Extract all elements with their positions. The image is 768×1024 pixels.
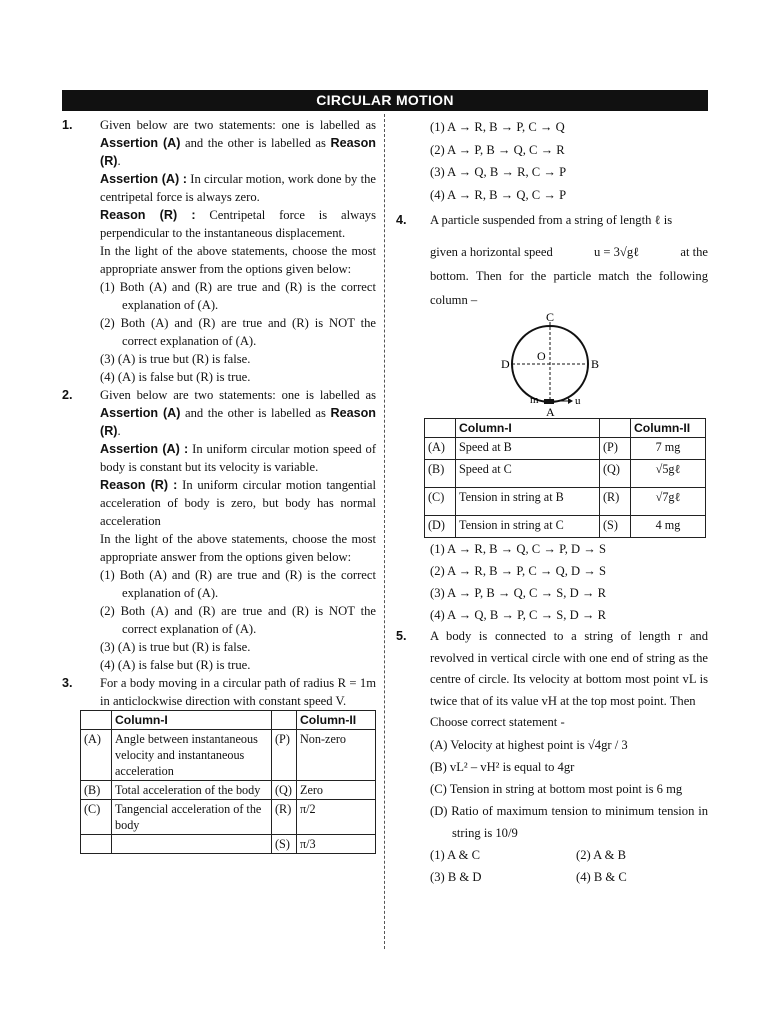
option[interactable]: (1) Both (A) and (R) are true and (R) is the correct explanation of (A). — [100, 280, 376, 312]
q3-text: For a body moving in a circular path of radius R = 1m in anticlockwise direction with constant speed V. — [100, 676, 376, 708]
label-d: D — [501, 357, 510, 371]
option[interactable]: (4) (A) is false but (R) is true. — [100, 370, 251, 384]
question-5 — [396, 626, 708, 734]
statement: (B) vL² – vH² is equal to 4gr — [430, 759, 575, 774]
q3-match-table — [80, 710, 376, 854]
q4-text: given a horizontal speed u = 3√gℓ at the — [430, 240, 708, 264]
q1-options — [62, 278, 376, 386]
option[interactable]: (3) A → P, B → Q, C → S, D → R — [430, 586, 606, 600]
option[interactable]: (2) Both (A) and (R) are true and (R) is NOT the correct explanation of (A). — [100, 604, 376, 636]
mass-block — [544, 399, 554, 404]
left-column — [62, 116, 376, 854]
column-header: Column-I — [112, 711, 272, 730]
option[interactable]: (3) B & D — [430, 869, 482, 884]
table-row: (S) π/3 — [81, 835, 376, 854]
arrow-head — [568, 398, 573, 404]
option[interactable]: (2) A & B — [576, 847, 627, 862]
option[interactable]: (2) A → R, B → P, C → Q, D → S — [430, 564, 606, 578]
q3-answers — [396, 116, 708, 206]
q2-options — [62, 566, 376, 674]
circle-diagram — [396, 312, 708, 416]
label-a: A — [546, 405, 555, 416]
q2-instruction: In the light of the above statements, choose the most appropriate answer from the options given below: — [100, 532, 376, 564]
statement: (C) Tension in string at bottom most point is 6 mg — [430, 781, 683, 796]
table-row: (A) Speed at B (P) 7 mg — [425, 438, 706, 460]
option[interactable]: (4) (A) is false but (R) is true. — [100, 658, 251, 672]
option[interactable]: (4) A → Q, B → P, C → S, D → R — [430, 608, 606, 622]
option[interactable]: (3) (A) is true but (R) is false. — [100, 352, 251, 366]
column-header: Column-II — [297, 711, 376, 730]
option[interactable]: (4) A → R, B → Q, C → P — [430, 187, 567, 202]
table-row: (C) Tangencial acceleration of the body (R) π/2 — [81, 800, 376, 835]
column-divider — [384, 114, 385, 949]
q4-text: A particle suspended from a string of length ℓ is — [430, 213, 673, 227]
q4-match-table — [424, 418, 706, 538]
q5-statements — [396, 734, 708, 844]
question-number: 5. — [396, 629, 407, 643]
option[interactable]: (1) Both (A) and (R) are true and (R) is the correct explanation of (A). — [100, 568, 376, 600]
q2-reason: Reason (R) : In uniform circular motion tangential acceleration of body is zero, but body has normal acceleration — [100, 478, 377, 528]
question-3 — [62, 674, 376, 710]
speed-expression: u = 3√gℓ — [593, 245, 640, 259]
column-header: Column-II — [631, 419, 706, 438]
q2-intro: Given below are two statements: one is labelled as Assertion (A) and the other is labelled as Reason (R). — [100, 388, 376, 438]
question-1 — [62, 116, 376, 242]
option[interactable]: (1) A → R, B → Q, C → P, D → S — [430, 542, 606, 556]
question-number: 1. — [62, 118, 73, 132]
q1-instruction: In the light of the above statements, choose the most appropriate answer from the options given below: — [100, 244, 376, 276]
q1-assertion: Assertion (A) : In circular motion, work done by the centripetal force is always zero. — [100, 172, 376, 204]
q1-intro: Given below are two statements: one is labelled as Assertion (A) and the other is labelled as Reason (R). — [100, 118, 376, 168]
option[interactable]: (3) A → Q, B → R, C → P — [430, 165, 567, 179]
option[interactable]: (1) A → R, B → P, C → Q — [430, 120, 565, 134]
q5-text: A body is connected to a string of length r and revolved in vertical circle with one end of string as the centre of circle. Its velocity at bottom most point vL is twice that of its value vH at the top most point. Then — [430, 629, 708, 708]
label-m: m — [530, 394, 539, 406]
page-title: CIRCULAR MOTION — [62, 90, 708, 111]
option[interactable]: (2) Both (A) and (R) are true and (R) is NOT the correct explanation of (A). — [100, 316, 376, 348]
q4-answers — [396, 538, 708, 626]
table-row: (A) Angle between instantaneous velocity and instantaneous acceleration (P) Non-zero — [81, 730, 376, 781]
option[interactable]: (1) A & C — [430, 847, 481, 862]
label-u: u — [575, 395, 581, 407]
label-c: C — [546, 312, 555, 324]
question-number: 3. — [62, 676, 73, 690]
q1-reason: Reason (R) : Centripetal force is always perpendicular to the instantaneous displacement. — [100, 208, 376, 240]
question-4 — [396, 208, 708, 312]
column-header: Column-I — [456, 419, 600, 438]
option[interactable]: (3) (A) is true but (R) is false. — [100, 640, 251, 654]
q4-text: bottom. Then for the particle match the following column – — [430, 269, 708, 307]
q5-choose: Choose correct statement - — [430, 715, 565, 729]
question-2 — [62, 386, 376, 530]
right-column — [396, 116, 708, 888]
vertical-circle-figure — [396, 312, 708, 416]
q2-assertion: Assertion (A) : In uniform circular motion speed of body is constant but its velocity is variable. — [100, 442, 377, 474]
option[interactable]: (4) B & C — [576, 869, 627, 884]
table-row: (C) Tension in string at B (R) √7gℓ — [425, 488, 706, 516]
question-number: 2. — [62, 388, 73, 402]
label-o: O — [537, 349, 546, 363]
q5-answers — [396, 844, 708, 888]
question-number: 4. — [396, 213, 407, 227]
statement: (A) Velocity at highest point is √4gr / 3 — [430, 737, 628, 752]
table-row: (B) Total acceleration of the body (Q) Zero — [81, 781, 376, 800]
option[interactable]: (2) A → P, B → Q, C → R — [430, 142, 565, 157]
table-row: (B) Speed at C (Q) √5gℓ — [425, 460, 706, 488]
statement: (D) Ratio of maximum tension to minimum tension in string is 10/9 — [430, 803, 708, 840]
table-row: (D) Tension in string at C (S) 4 mg — [425, 516, 706, 538]
label-b: B — [591, 357, 600, 371]
